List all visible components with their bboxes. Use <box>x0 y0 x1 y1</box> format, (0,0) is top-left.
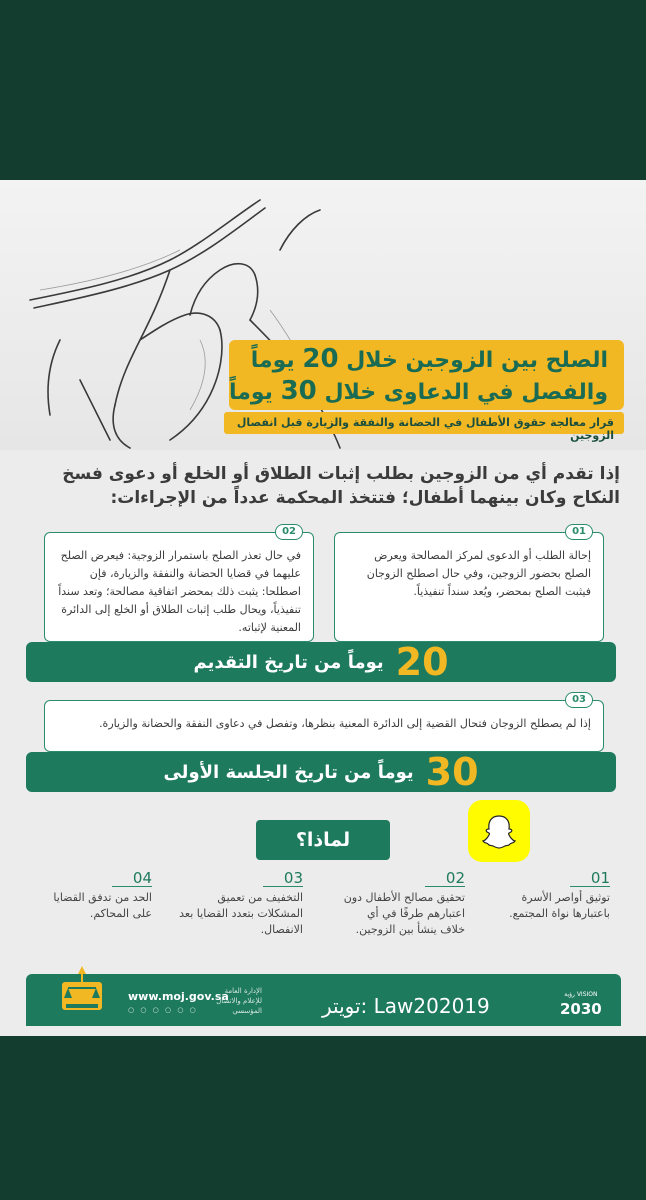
reason-04-number: 04 <box>112 870 152 887</box>
reason-01-number: 01 <box>570 870 610 887</box>
intro-text: إذا تقدم أي من الزوجين بطلب إثبات الطلاق أو الخلع أو دعوى فسخ النكاح وكان بينهما أطفال؛ فتتخذ المحكمة عدداً من الإجراءات: <box>62 464 620 508</box>
bottom-frame <box>0 1036 646 1200</box>
step-03-box <box>44 694 604 752</box>
step-02-text: في حال تعذر الصلح باستمرار الزوجية: فيعرض الصلح عليهما في قضايا الحضانة والنفقة والزيارة، فإن اصطلحا: يثبت ذلك بمحضر اتفاقية مصالحة؛ وتعد سنداً تنفيذياً، ويحال طلب إثبات الطلاق أو الخلع إلى الدائرة المعنية لإثباته. <box>58 549 301 634</box>
title-box <box>229 340 624 410</box>
step-01-text: إحالة الطلب أو الدعوى لمركز المصالحة ويعرض الصلح بحضور الزوجين، وفي حال اصطلح الزوجان فيثبت الصلح بمحضر، ويُعد سنداً تنفيذياً. <box>366 549 591 598</box>
title-line-1-suffix: يوماً <box>250 348 295 373</box>
website-link[interactable]: www.moj.gov.sa <box>128 990 229 1003</box>
step-02-number: 02 <box>275 524 303 540</box>
banner-20-text: يوماً من تاريخ التقديم <box>193 651 384 673</box>
infographic-poster <box>0 180 646 1036</box>
department-name: الإدارة العامة للإعلام والاتصال المؤسسي <box>216 987 262 1015</box>
title-line-2 <box>228 376 608 408</box>
hands-illustration <box>20 190 380 450</box>
ghost-icon <box>479 811 519 851</box>
twitter-handle: تويتر: Law202019 <box>322 994 490 1018</box>
ministry-emblem-icon <box>56 962 108 1018</box>
why-heading: لماذا؟ <box>256 820 390 860</box>
step-03-number: 03 <box>565 692 593 708</box>
reason-01 <box>500 870 610 922</box>
banner-30-number: 30 <box>425 750 479 794</box>
banner-30-text: يوماً من تاريخ الجلسة الأولى <box>163 761 414 783</box>
reason-04 <box>40 870 152 922</box>
title-line-1-number: 20 <box>302 344 339 374</box>
reason-03-text: التخفيف من تعميق المشكلات بتعدد القضايا بعد الانفصال. <box>179 891 303 936</box>
step-02-box <box>44 526 314 642</box>
reason-04-text: الحد من تدفق القضايا على المحاكم. <box>53 891 152 920</box>
subtitle: قرار معالجة حقوق الأطفال في الحضانة والنفقة والزيارة قبل انفصال الزوجين <box>224 412 624 434</box>
banner-20-number: 20 <box>395 640 449 684</box>
step-03-text: إذا لم يصطلح الزوجان فتحال القضية إلى الدائرة المعنية بنظرها، وتفصل في دعاوى النفقة والحضانة والزيارة. <box>99 717 591 730</box>
reason-02-number: 02 <box>425 870 465 887</box>
snapchat-icon <box>468 800 530 862</box>
vision-2030-logo <box>560 987 602 1017</box>
title-line-2-number: 30 <box>280 376 317 406</box>
title-line-2-suffix: يوماً <box>228 380 273 405</box>
banner-20-days <box>26 642 616 682</box>
reason-03 <box>178 870 303 938</box>
social-icons: ○ ○ ○ ○ ○ ○ <box>128 1006 198 1014</box>
top-frame <box>0 0 646 180</box>
reason-02 <box>340 870 465 938</box>
title-line-1-text: الصلح بين الزوجين خلال <box>346 348 608 373</box>
step-01-box <box>334 526 604 642</box>
reason-03-number: 03 <box>263 870 303 887</box>
hero-area <box>0 180 646 450</box>
title-line-1 <box>245 344 608 376</box>
title-line-2-text: والفصل في الدعاوى خلال <box>324 380 608 405</box>
reason-02-text: تحقيق مصالح الأطفال دون اعتبارهم طرفًا في أي خلاف ينشأ بين الزوجين. <box>343 891 465 936</box>
banner-30-days <box>26 752 616 792</box>
vision-label: رؤية VISION <box>564 991 598 998</box>
vision-year: 2030 <box>560 1000 602 1018</box>
step-01-number: 01 <box>565 524 593 540</box>
reason-01-text: توثيق أواصر الأسرة باعتبارها نواة المجتمع. <box>509 891 610 920</box>
